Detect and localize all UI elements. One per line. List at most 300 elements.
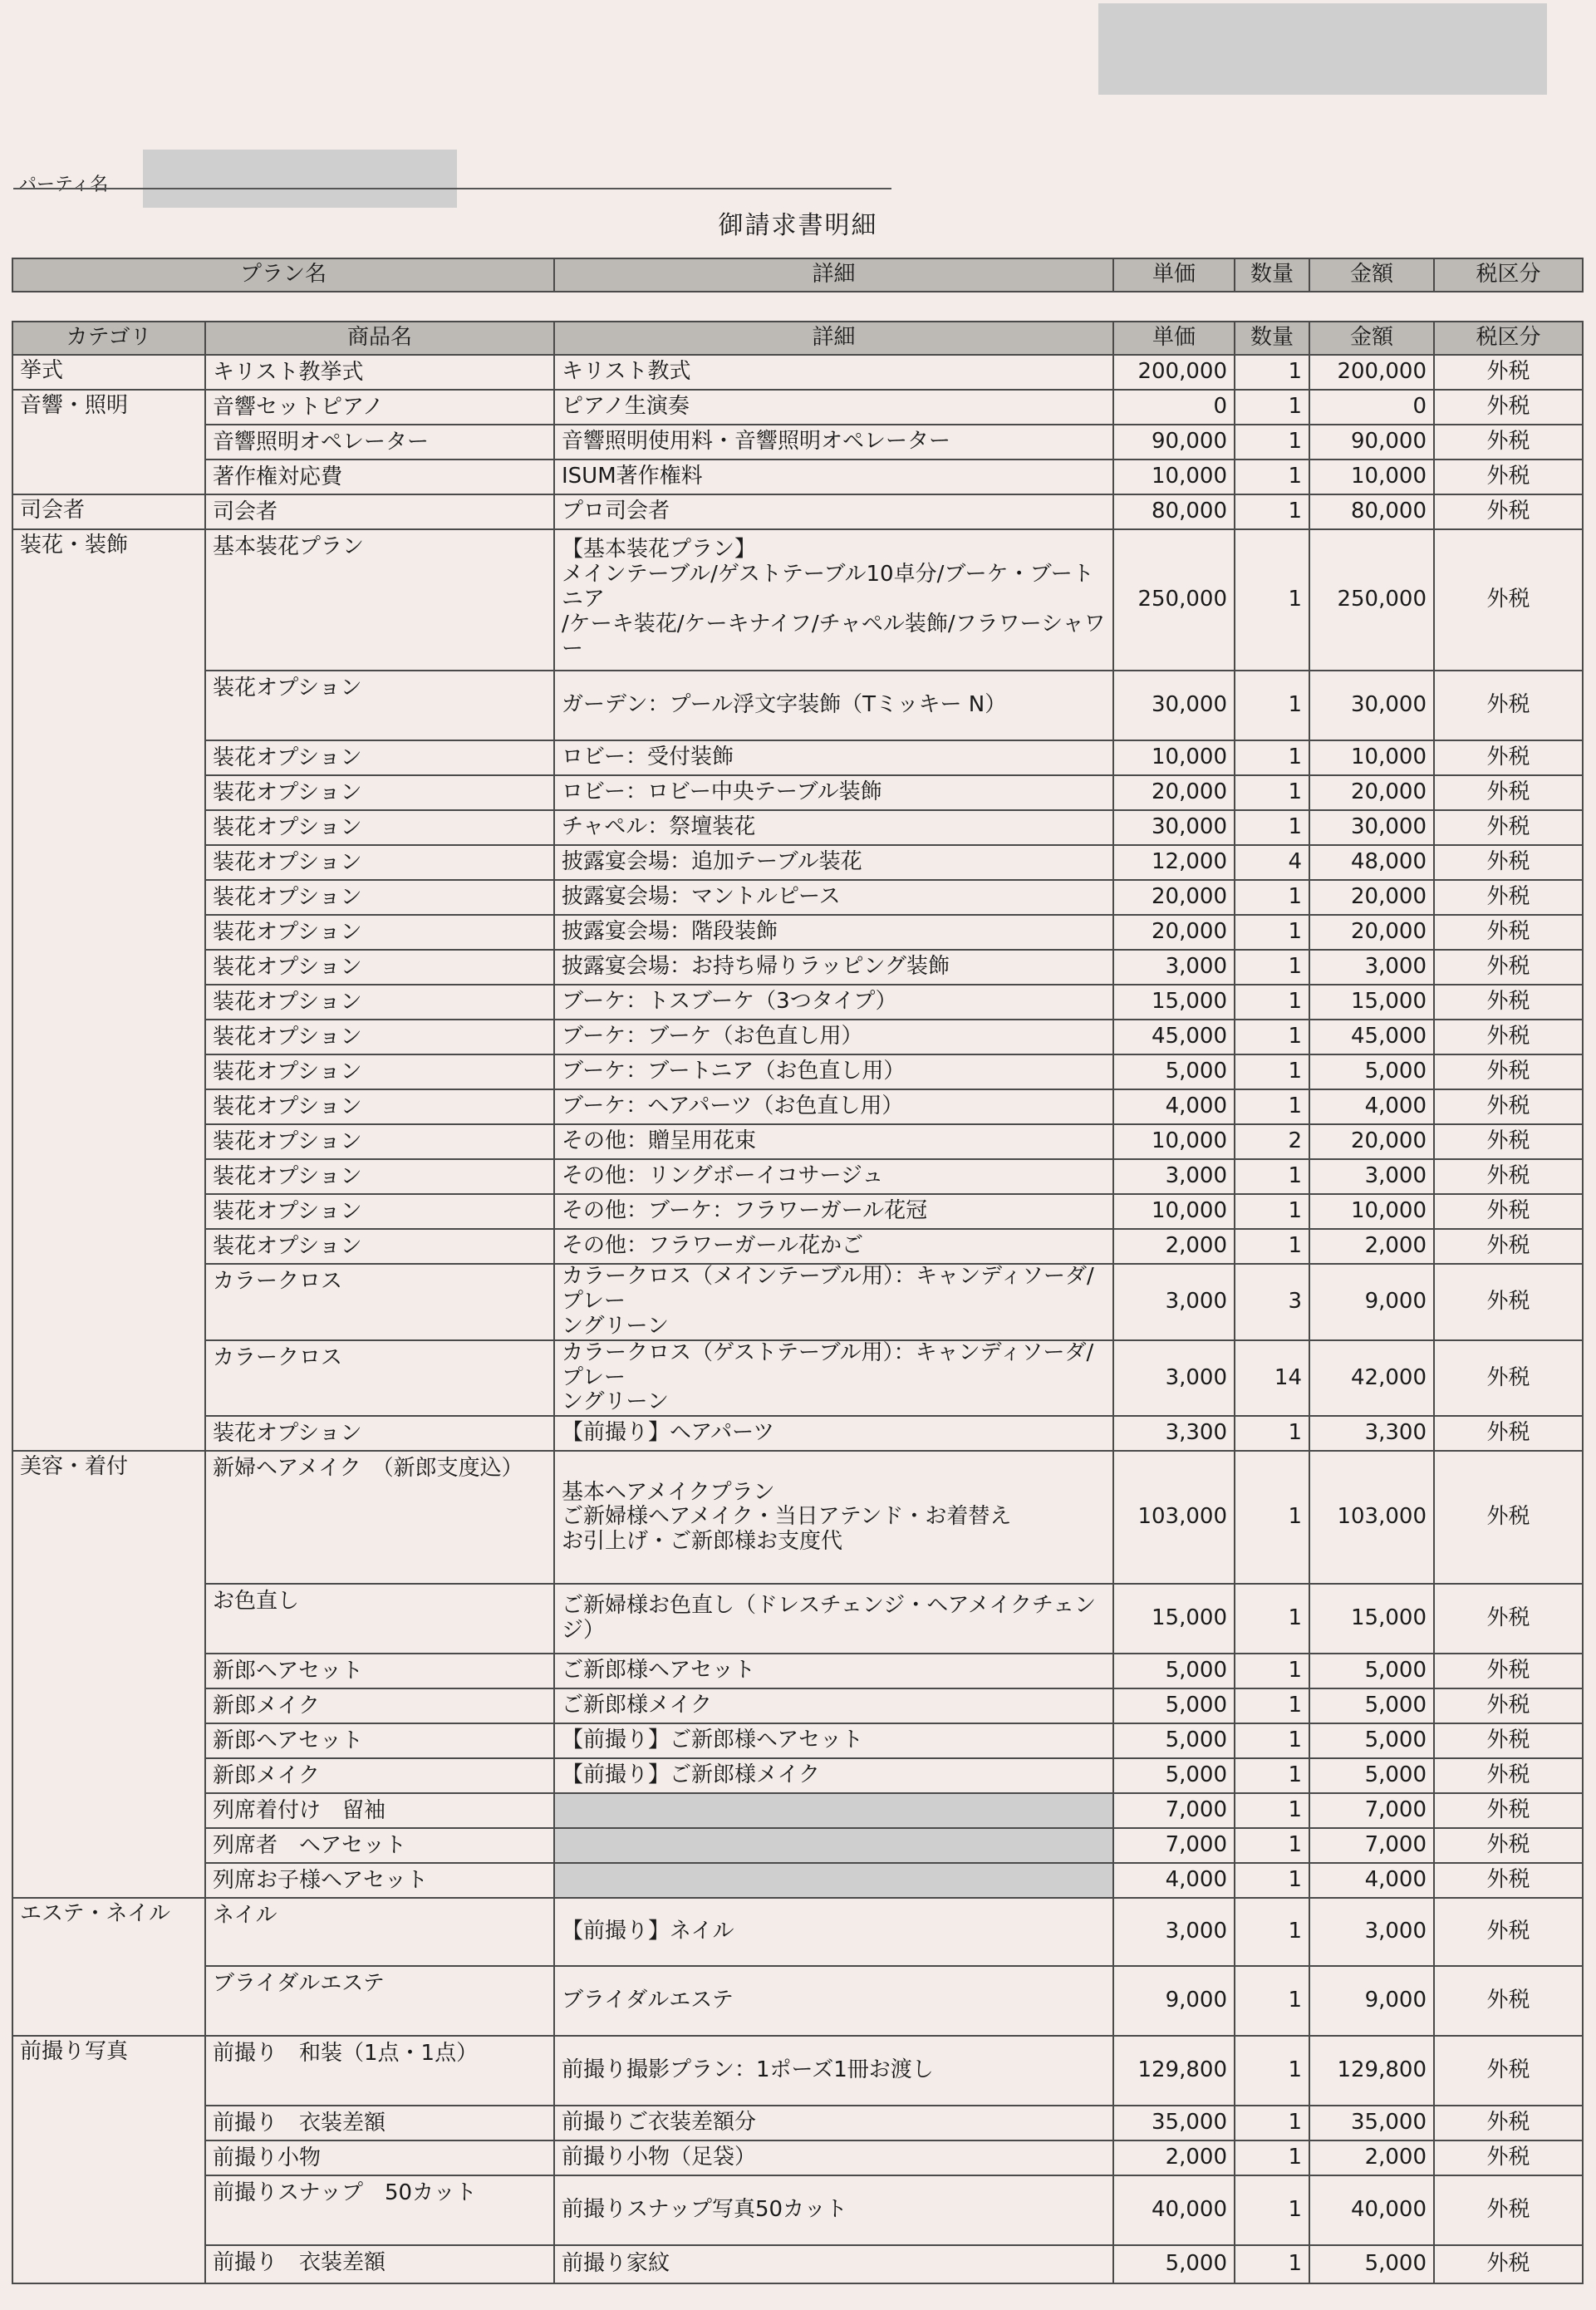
detail-line: 披露宴会場：マントルピース [562,884,841,910]
detail-line: カラークロス（メインテーブル用）：キャンディソーダ/プレー [562,1264,1094,1314]
table-row [12,1416,1583,1451]
party-name-underline [13,188,891,189]
tax-class-cell: 外税 [1434,1793,1583,1828]
amount-cell: 30,000 [1309,671,1434,740]
tax-class-cell: 外税 [1434,810,1583,845]
quantity-cell: 1 [1235,1688,1309,1723]
product-name-cell: 列席お子様ヘアセット [205,1863,554,1898]
tax-class-cell: 外税 [1434,1194,1583,1229]
detail-line: ブーケ：ヘアパーツ（お色直し用） [562,1094,904,1119]
category-cell: 音響・照明 [12,390,205,494]
unit-price-cell: 103,000 [1113,1451,1235,1584]
quantity-cell: 1 [1235,1723,1309,1758]
unit-price-cell: 0 [1113,390,1235,425]
quantity-cell: 2 [1235,1124,1309,1159]
product-name-cell: 装花オプション [205,950,554,985]
product-name-cell: 装花オプション [205,845,554,880]
amount-cell: 0 [1309,390,1434,425]
invoice-detail-table [12,321,1584,2284]
amount-cell: 15,000 [1309,985,1434,1020]
unit-price-cell: 10,000 [1113,740,1235,775]
product-name-cell: 装花オプション [205,1089,554,1124]
plan-header-cell: 単価 [1113,258,1235,292]
redacted-top-right [1098,3,1547,95]
amount-cell: 35,000 [1309,2106,1434,2140]
unit-price-cell: 5,000 [1113,1688,1235,1723]
detail-cell [554,1758,1113,1793]
detail-line: 【前撮り】ご新郎様メイク [562,1762,820,1788]
detail-cell [554,1340,1113,1417]
detail-line: 【前撮り】ヘアパーツ [562,1420,775,1446]
quantity-cell: 1 [1235,2036,1309,2106]
table-row [12,460,1583,494]
detail-line: プロ司会者 [562,499,670,524]
unit-price-cell: 90,000 [1113,425,1235,460]
detail-cell [554,950,1113,985]
product-name-cell: カラークロス [205,1264,554,1340]
table-row [12,1793,1583,1828]
header-tax-class: 税区分 [1434,322,1583,355]
amount-cell: 40,000 [1309,2175,1434,2245]
tax-class-cell: 外税 [1434,1340,1583,1417]
quantity-cell: 1 [1235,1898,1309,1966]
tax-class-cell: 外税 [1434,775,1583,810]
plan-header-cell: 税区分 [1434,258,1583,292]
detail-cell [554,1898,1113,1966]
document-title: 御請求書明細 [718,211,878,240]
detail-cell [554,2140,1113,2175]
amount-cell: 7,000 [1309,1793,1434,1828]
tax-class-cell: 外税 [1434,1966,1583,2036]
unit-price-cell: 15,000 [1113,1584,1235,1654]
unit-price-cell: 3,000 [1113,1264,1235,1340]
tax-class-cell: 外税 [1434,1159,1583,1194]
detail-line: 【前撮り】ご新郎様ヘアセット [562,1728,863,1753]
detail-line: ご新郎様ヘアセット [562,1658,755,1683]
detail-line: 前撮り家紋 [562,2251,670,2277]
tax-class-cell: 外税 [1434,1758,1583,1793]
tax-class-cell: 外税 [1434,425,1583,460]
detail-line: ピアノ生演奏 [562,394,690,420]
unit-price-cell: 7,000 [1113,1828,1235,1863]
detail-cell [554,529,1113,671]
quantity-cell: 1 [1235,1758,1309,1793]
detail-line: ご新郎様メイク [562,1693,712,1718]
table-row [12,740,1583,775]
quantity-cell: 1 [1235,1159,1309,1194]
amount-cell: 5,000 [1309,1654,1434,1688]
detail-line: ブーケ：ブーケ（お色直し用） [562,1024,863,1049]
detail-line: お引上げ・ご新郎様お支度代 [562,1529,843,1555]
amount-cell: 2,000 [1309,2140,1434,2175]
detail-line: チャペル：祭壇装花 [562,814,756,840]
table-row [12,1340,1583,1417]
detail-line: ISUM著作権料 [562,464,703,489]
product-name-cell: 装花オプション [205,740,554,775]
unit-price-cell: 5,000 [1113,1758,1235,1793]
table-row [12,1584,1583,1654]
quantity-cell: 1 [1235,1584,1309,1654]
detail-line: 【前撮り】ネイル [562,1919,734,1944]
quantity-cell: 1 [1235,671,1309,740]
tax-class-cell: 外税 [1434,1898,1583,1966]
detail-line: 披露宴会場：追加テーブル装花 [562,849,862,875]
detail-cell [554,1966,1113,2036]
product-name-cell: ブライダルエステ [205,1966,554,2036]
detail-line: その他：リングボーイコサージュ [562,1163,884,1189]
detail-line: 音響照明使用料・音響照明オペレーター [562,429,951,455]
detail-line: 前撮り撮影プラン：1ポーズ1冊お渡し [562,2057,934,2083]
header-category: カテゴリ [12,322,205,355]
tax-class-cell: 外税 [1434,1054,1583,1089]
unit-price-cell: 3,000 [1113,1159,1235,1194]
detail-cell [554,390,1113,425]
table-row [12,810,1583,845]
table-row [12,529,1583,671]
quantity-cell: 1 [1235,1654,1309,1688]
quantity-cell: 1 [1235,1229,1309,1264]
unit-price-cell: 200,000 [1113,355,1235,390]
detail-line: 前撮り小物（足袋） [562,2145,757,2170]
unit-price-cell: 40,000 [1113,2175,1235,2245]
unit-price-cell: 80,000 [1113,494,1235,529]
amount-cell: 90,000 [1309,425,1434,460]
unit-price-cell: 10,000 [1113,1194,1235,1229]
amount-cell: 3,000 [1309,950,1434,985]
quantity-cell: 1 [1235,460,1309,494]
product-name-cell: 前撮り 衣装差額 [205,2245,554,2283]
tax-class-cell: 外税 [1434,1416,1583,1451]
tax-class-cell: 外税 [1434,1124,1583,1159]
product-name-cell: 装花オプション [205,985,554,1020]
table-row [12,671,1583,740]
amount-cell: 20,000 [1309,880,1434,915]
unit-price-cell: 5,000 [1113,1654,1235,1688]
amount-cell: 4,000 [1309,1089,1434,1124]
tax-class-cell: 外税 [1434,950,1583,985]
detail-cell [554,671,1113,740]
detail-line: ご新婦様ヘアメイク・当日アテンド・お着替え [562,1504,1012,1530]
detail-cell [554,845,1113,880]
detail-cell [554,1416,1113,1451]
quantity-cell: 1 [1235,390,1309,425]
table-row [12,1124,1583,1159]
detail-cell [554,1688,1113,1723]
amount-cell: 10,000 [1309,740,1434,775]
unit-price-cell: 10,000 [1113,460,1235,494]
unit-price-cell: 250,000 [1113,529,1235,671]
product-name-cell: 新郎メイク [205,1758,554,1793]
amount-cell: 45,000 [1309,1020,1434,1054]
amount-cell: 20,000 [1309,775,1434,810]
product-name-cell: 装花オプション [205,1124,554,1159]
amount-cell: 103,000 [1309,1451,1434,1584]
unit-price-cell: 30,000 [1113,810,1235,845]
product-name-cell: 装花オプション [205,1229,554,1264]
table-row [12,2106,1583,2140]
unit-price-cell: 3,000 [1113,1898,1235,1966]
table-row [12,1966,1583,2036]
tax-class-cell: 外税 [1434,1688,1583,1723]
product-name-cell: 装花オプション [205,1194,554,1229]
tax-class-cell: 外税 [1434,880,1583,915]
quantity-cell: 1 [1235,880,1309,915]
detail-line: ガーデン：プール浮文字装飾（Tミッキー N） [562,692,1007,718]
product-name-cell: 新婦ヘアメイク （新郎支度込） [205,1451,554,1584]
amount-cell: 48,000 [1309,845,1434,880]
detail-line: 前撮りスナップ写真50カット [562,2197,847,2223]
quantity-cell: 1 [1235,2245,1309,2283]
detail-cell [554,1863,1113,1898]
detail-cell [554,810,1113,845]
plan-header-cell: プラン名 [12,258,554,292]
unit-price-cell: 3,000 [1113,1340,1235,1417]
unit-price-cell: 3,000 [1113,950,1235,985]
detail-line: メインテーブル/ゲストテーブル10卓分/ブーケ・ブートニア [562,562,1094,612]
quantity-cell: 1 [1235,1416,1309,1451]
category-cell: 挙式 [12,355,205,390]
detail-line: 前撮りご衣装差額分 [562,2110,757,2136]
table-row [12,1194,1583,1229]
detail-cell [554,1124,1113,1159]
table-row [12,1089,1583,1124]
tax-class-cell: 外税 [1434,1089,1583,1124]
category-cell: エステ・ネイル [12,1898,205,2036]
table-row [12,1229,1583,1264]
product-name-cell: 装花オプション [205,1054,554,1089]
amount-cell: 42,000 [1309,1340,1434,1417]
tax-class-cell: 外税 [1434,2140,1583,2175]
amount-cell: 3,000 [1309,1898,1434,1966]
product-name-cell: 装花オプション [205,1020,554,1054]
product-name-cell: 新郎ヘアセット [205,1654,554,1688]
quantity-cell: 14 [1235,1340,1309,1417]
tax-class-cell: 外税 [1434,1020,1583,1054]
amount-cell: 5,000 [1309,1758,1434,1793]
tax-class-cell: 外税 [1434,845,1583,880]
amount-cell: 3,000 [1309,1159,1434,1194]
detail-cell [554,355,1113,390]
unit-price-cell: 20,000 [1113,775,1235,810]
amount-cell: 5,000 [1309,2245,1434,2283]
header-detail: 詳細 [554,322,1113,355]
tax-class-cell: 外税 [1434,494,1583,529]
product-name-cell: 新郎メイク [205,1688,554,1723]
amount-cell: 5,000 [1309,1688,1434,1723]
tax-class-cell: 外税 [1434,1863,1583,1898]
unit-price-cell: 7,000 [1113,1793,1235,1828]
detail-line: ブライダルエステ [562,1988,734,2013]
unit-price-cell: 9,000 [1113,1966,1235,2036]
unit-price-cell: 15,000 [1113,985,1235,1020]
amount-cell: 15,000 [1309,1584,1434,1654]
table-row [12,915,1583,950]
plan-header-cell: 数量 [1235,258,1309,292]
detail-cell [554,1229,1113,1264]
detail-line: ングリーン [562,1313,669,1339]
detail-line: その他：贈呈用花束 [562,1128,757,1154]
table-row [12,1828,1583,1863]
plan-table [12,258,1584,292]
detail-cell [554,1089,1113,1124]
tax-class-cell: 外税 [1434,1584,1583,1654]
quantity-cell: 1 [1235,950,1309,985]
table-row [12,1863,1583,1898]
table-row [12,355,1583,390]
table-row [12,1723,1583,1758]
quantity-cell: 1 [1235,2140,1309,2175]
amount-cell: 250,000 [1309,529,1434,671]
detail-cell [554,1584,1113,1654]
table-row [12,985,1583,1020]
detail-cell [554,1723,1113,1758]
unit-price-cell: 2,000 [1113,2140,1235,2175]
product-name-cell: 音響セットピアノ [205,390,554,425]
tax-class-cell: 外税 [1434,740,1583,775]
amount-cell: 20,000 [1309,915,1434,950]
detail-line: キリスト教式 [562,359,691,385]
detail-cell [554,1264,1113,1340]
tax-class-cell: 外税 [1434,1654,1583,1688]
unit-price-cell: 20,000 [1113,915,1235,950]
detail-cell [554,2036,1113,2106]
unit-price-cell: 10,000 [1113,1124,1235,1159]
tax-class-cell: 外税 [1434,1264,1583,1340]
unit-price-cell: 20,000 [1113,880,1235,915]
tax-class-cell: 外税 [1434,1828,1583,1863]
product-name-cell: 基本装花プラン [205,529,554,671]
unit-price-cell: 5,000 [1113,2245,1235,2283]
unit-price-cell: 129,800 [1113,2036,1235,2106]
quantity-cell: 1 [1235,1966,1309,2036]
tax-class-cell: 外税 [1434,460,1583,494]
quantity-cell: 1 [1235,1793,1309,1828]
detail-cell [554,425,1113,460]
table-row [12,1654,1583,1688]
amount-cell: 9,000 [1309,1264,1434,1340]
table-row [12,390,1583,425]
detail-line: ブーケ：ブートニア（お色直し用） [562,1059,906,1084]
table-row [12,425,1583,460]
detail-line: ブーケ：トスブーケ（3つタイプ） [562,989,897,1015]
table-row [12,1054,1583,1089]
table-row [12,1451,1583,1584]
amount-cell: 10,000 [1309,460,1434,494]
category-cell: 美容・着付 [12,1451,205,1898]
quantity-cell: 1 [1235,2175,1309,2245]
detail-cell [554,775,1113,810]
tax-class-cell: 外税 [1434,2245,1583,2283]
product-name-cell: お色直し [205,1584,554,1654]
header-product-name: 商品名 [205,322,554,355]
quantity-cell: 1 [1235,740,1309,775]
product-name-cell: カラークロス [205,1340,554,1417]
quantity-cell: 1 [1235,355,1309,390]
category-cell: 前撮り写真 [12,2036,205,2283]
detail-cell [554,2175,1113,2245]
header-unit-price: 単価 [1113,322,1235,355]
quantity-cell: 1 [1235,1451,1309,1584]
amount-cell: 3,300 [1309,1416,1434,1451]
category-cell: 装花・装飾 [12,529,205,1451]
product-name-cell: 装花オプション [205,775,554,810]
main-header-row [12,322,1583,355]
amount-cell: 20,000 [1309,1124,1434,1159]
unit-price-cell: 4,000 [1113,1863,1235,1898]
quantity-cell: 1 [1235,1020,1309,1054]
quantity-cell: 1 [1235,1194,1309,1229]
detail-cell [554,1020,1113,1054]
quantity-cell: 1 [1235,915,1309,950]
quantity-cell: 1 [1235,529,1309,671]
product-name-cell: 前撮り 衣装差額 [205,2106,554,2140]
tax-class-cell: 外税 [1434,1229,1583,1264]
amount-cell: 5,000 [1309,1723,1434,1758]
detail-line: ングリーン [562,1389,669,1415]
product-name-cell: 音響照明オペレーター [205,425,554,460]
table-row [12,950,1583,985]
quantity-cell: 3 [1235,1264,1309,1340]
table-row [12,2036,1583,2106]
detail-line: ロビー：ロビー中央テーブル装飾 [562,779,882,805]
detail-line: カラークロス（ゲストテーブル用）：キャンディソーダ/プレー [562,1339,1094,1390]
detail-line: 披露宴会場：お持ち帰りラッピング装飾 [562,954,950,980]
detail-cell [554,880,1113,915]
product-name-cell: 装花オプション [205,915,554,950]
product-name-cell: 列席者 ヘアセット [205,1828,554,1863]
header-quantity: 数量 [1235,322,1309,355]
quantity-cell: 1 [1235,2106,1309,2140]
product-name-cell: 装花オプション [205,1416,554,1451]
table-row [12,880,1583,915]
product-name-cell: 装花オプション [205,671,554,740]
table-row [12,2175,1583,2245]
detail-cell [554,1194,1113,1229]
amount-cell: 4,000 [1309,1863,1434,1898]
plan-header-cell: 詳細 [554,258,1113,292]
detail-line: その他：フラワーガール花かご [562,1233,863,1259]
table-row [12,845,1583,880]
table-row [12,494,1583,529]
detail-line: その他：ブーケ：フラワーガール花冠 [562,1198,928,1224]
header-amount: 金額 [1309,322,1434,355]
plan-header-row [12,258,1583,292]
detail-cell [554,1654,1113,1688]
detail-cell [554,1054,1113,1089]
unit-price-cell: 35,000 [1113,2106,1235,2140]
unit-price-cell: 5,000 [1113,1723,1235,1758]
product-name-cell: 前撮り小物 [205,2140,554,2175]
amount-cell: 5,000 [1309,1054,1434,1089]
tax-class-cell: 外税 [1434,1451,1583,1584]
detail-cell [554,740,1113,775]
quantity-cell: 1 [1235,494,1309,529]
detail-cell [554,2106,1113,2140]
product-name-cell: 列席着付け 留袖 [205,1793,554,1828]
redacted-party-name [143,150,457,208]
detail-cell [554,1793,1113,1828]
quantity-cell: 1 [1235,1828,1309,1863]
detail-cell [554,1159,1113,1194]
amount-cell: 80,000 [1309,494,1434,529]
quantity-cell: 1 [1235,985,1309,1020]
unit-price-cell: 12,000 [1113,845,1235,880]
table-row [12,1159,1583,1194]
detail-line: ロビー：受付装飾 [562,745,734,770]
detail-cell [554,1828,1113,1863]
detail-line: 基本ヘアメイクプラン [562,1479,775,1505]
tax-class-cell: 外税 [1434,2036,1583,2106]
